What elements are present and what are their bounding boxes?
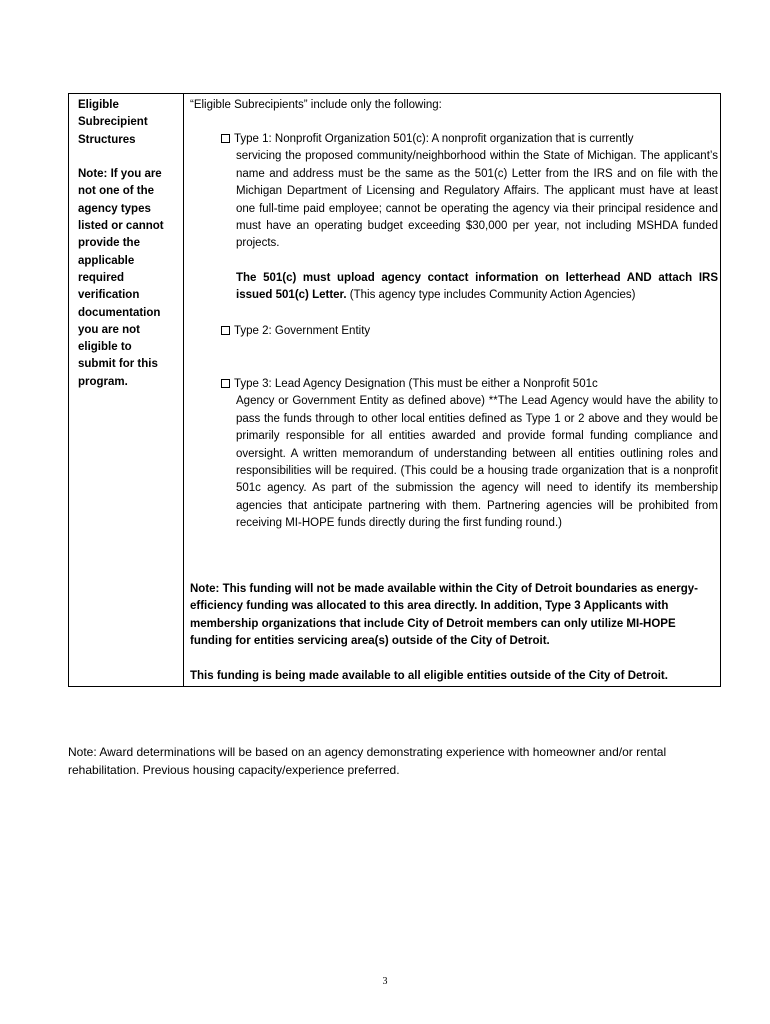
type1-first-line: Type 1: Nonprofit Organization 501(c): A nonprofit organization that is currently <box>234 133 634 145</box>
type3-option <box>221 376 718 533</box>
type2-option <box>221 323 718 340</box>
note-line: eligible to <box>78 341 132 354</box>
note-line: program. <box>78 375 128 388</box>
title-line: Subrecipient <box>78 116 148 129</box>
type1-bold-note: The 501(c) must upload agency contact information on letterhead AND attach IRS issued 501(c) Letter. <box>236 271 718 302</box>
type3-checkbox[interactable] <box>221 379 230 388</box>
note-line: verification <box>78 289 140 302</box>
table-column-divider <box>183 93 184 687</box>
type2-checkbox[interactable] <box>221 326 230 335</box>
right-cell <box>190 97 718 682</box>
note-line: required <box>78 271 125 284</box>
left-cell <box>78 97 178 391</box>
type2-label: Type 2: Government Entity <box>234 325 371 337</box>
note-line: agency types <box>78 202 151 215</box>
type3-description: Agency or Government Entity as defined above) **The Lead Agency would have the ability to pass the funds through to other local entities defined as Type 1 or 2 above and they would be primarily responsible for all entities awarded and provide formal funding compliance and oversight. A written memorandum of understanding between all entities outlining roles and responsibilities will be required. (This could be a housing trade organization that is a nonprofit 501c agency. As part of the submission the agency will need to identify its membership agencies that anticipate partnering with them. Partnering agencies will be prohibited from receiving MI-HOPE funds directly during the first funding round.) <box>236 395 718 530</box>
note-line: provide the <box>78 237 140 250</box>
footer-note: Note: Award determinations will be based on an agency demonstrating experience with homeowner and/or rental rehabilitation. Previous housing capacity/experience preferred. <box>68 745 667 777</box>
note-line: listed or cannot <box>78 220 164 233</box>
note-line: documentation <box>78 306 161 319</box>
title-line: Eligible <box>78 99 119 111</box>
note-line: submit for this <box>78 358 158 371</box>
note-line: not one of the <box>78 185 155 198</box>
title-line: Structures <box>78 133 136 146</box>
intro-text: “Eligible Subrecipients” include only the following: <box>190 99 442 111</box>
note-line: applicable <box>78 254 135 267</box>
type3-first-line: Type 3: Lead Agency Designation (This must be either a Nonprofit 501c <box>234 378 598 390</box>
final-statement: This funding is being made available to all eligible entities outside of the City of Detroit. <box>190 670 668 682</box>
type1-description: servicing the proposed community/neighborhood within the State of Michigan. The applicant’s name and address must be the same as the 501(c) Letter from the IRS and on file with the Michigan Department of Licensing and Regulatory Affairs. The applicant must have at least one full-time paid employee; cannot be operating the agency via their principal residence and must have an operating budget exceeding $30,000 per year, not including MSHDA funded projects. <box>236 150 718 250</box>
note-line: you are not <box>78 323 140 336</box>
note-line: Note: If you are <box>78 168 162 181</box>
left-cell-title <box>78 97 178 149</box>
type1-plain-note: (This agency type includes Community Action Agencies) <box>346 289 636 302</box>
detroit-note: Note: This funding will not be made available within the City of Detroit boundaries as energy- efficiency funding was allocated to this area directly. In addition, Type 3 Applicants with membership organizations that include City of Detroit members can only utilize MI-HOPE funding for entities servicing area(s) outside of the City of Detroit. <box>190 583 698 648</box>
left-cell-note <box>78 166 178 391</box>
type1-option <box>221 131 718 305</box>
page-number: 3 <box>382 976 388 987</box>
type1-checkbox[interactable] <box>221 134 230 143</box>
